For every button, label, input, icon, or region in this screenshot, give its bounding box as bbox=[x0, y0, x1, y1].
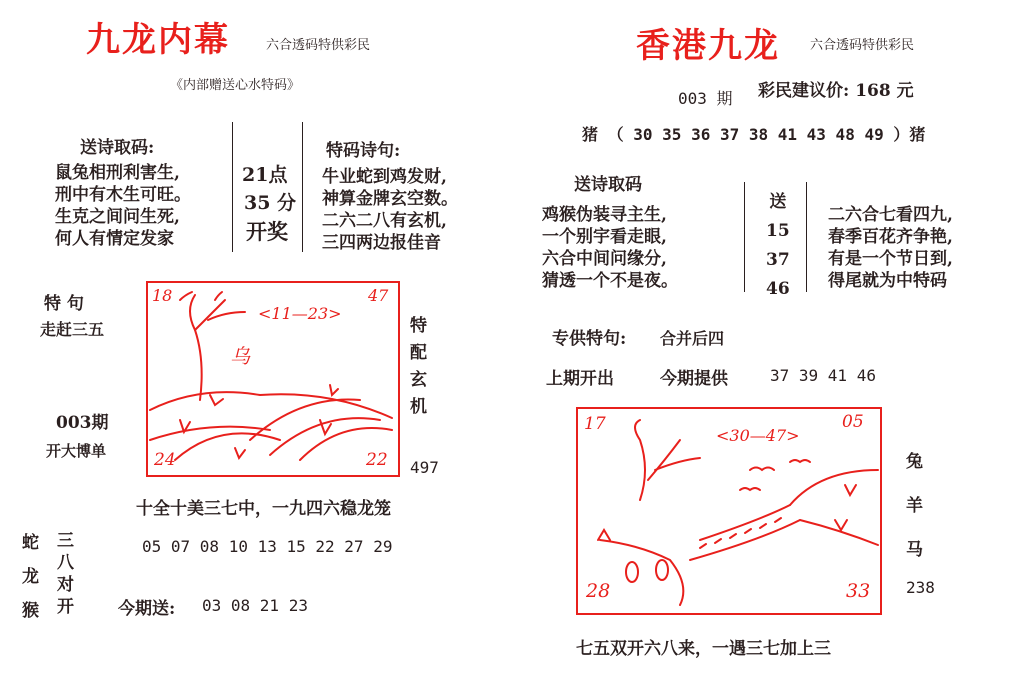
left-banner: 《内部赠送心水特码》 bbox=[170, 78, 301, 93]
right-picture-tl: 17 bbox=[584, 414, 606, 434]
right-price: 彩民建议价: 168 元 bbox=[758, 81, 914, 101]
last-draw-label: 上期开出 bbox=[546, 369, 614, 389]
left-poem-line: 何人有情定发家 bbox=[55, 229, 174, 249]
right-poem2-line: 有是一个节日到, bbox=[828, 249, 953, 269]
left-poem-heading: 送诗取码: bbox=[80, 138, 155, 158]
code-poem-line: 牛业蛇到鸡发财, bbox=[322, 167, 447, 187]
right-picture-bl: 28 bbox=[586, 580, 611, 602]
side-zodiac-char: 马 bbox=[906, 540, 923, 560]
right-poem2-line: 二六合七看四九, bbox=[828, 205, 953, 225]
pair-char: 八 bbox=[57, 553, 74, 573]
left-picture-tr: 47 bbox=[368, 286, 389, 305]
right-picture-tr: 05 bbox=[842, 412, 864, 432]
vertical-hint-char: 机 bbox=[410, 397, 427, 417]
left-title: 九龙内幕 bbox=[86, 20, 230, 60]
code-poem-line: 二六二八有玄机, bbox=[322, 211, 447, 231]
code-poem-line: 神算金牌玄空数。 bbox=[322, 189, 458, 209]
side-zodiac-char: 羊 bbox=[906, 496, 923, 516]
right-poem-heading: 送诗取码 bbox=[574, 175, 642, 195]
right-special-phrase: 合并后四 bbox=[660, 329, 725, 348]
right-poem-line: 一个别宇看走眼, bbox=[542, 227, 667, 247]
right-poem-line: 猜透一个不是夜。 bbox=[542, 271, 678, 291]
vertical-hint-char: 配 bbox=[410, 343, 427, 363]
right-subtitle: 六合透码特供彩民 bbox=[810, 38, 915, 53]
left-picture-tl: 18 bbox=[152, 286, 173, 305]
left-picture-bl: 24 bbox=[154, 450, 176, 470]
zodiac-char: 龙 bbox=[22, 567, 39, 587]
side-zodiac-char: 兔 bbox=[906, 452, 923, 472]
send-item: 46 bbox=[766, 279, 790, 299]
code-poem-heading: 特码诗句: bbox=[326, 141, 401, 161]
left-subtitle: 六合透码特供彩民 bbox=[266, 38, 371, 53]
left-poem-line: 刑中有木生可旺。 bbox=[55, 185, 191, 205]
this-draw-label: 今期提供 bbox=[660, 369, 728, 389]
send-item: 15 bbox=[766, 221, 790, 241]
right-title: 香港九龙 bbox=[636, 26, 780, 66]
left-poem-line: 鼠兔相刑利害生, bbox=[55, 163, 180, 183]
side-number: 238 bbox=[906, 578, 935, 597]
left-issue-note: 开大博单 bbox=[46, 442, 107, 460]
left-picture-range: <11—23> bbox=[258, 304, 342, 323]
left-statement: 十全十美三七中，一九四六稳龙笼 bbox=[136, 499, 391, 519]
left-picture-char: 乌 bbox=[230, 344, 250, 368]
hint-number: 497 bbox=[410, 458, 439, 477]
right-poem2-line: 得尾就为中特码 bbox=[828, 271, 947, 291]
right-picture-range: <30—47> bbox=[716, 426, 800, 445]
left-picture-br: 22 bbox=[366, 450, 388, 470]
special-phrase: 走赶三五 bbox=[40, 320, 105, 339]
zodiac-row: 猪 （ 30 35 36 37 38 41 43 48 49 ）猪 bbox=[582, 125, 926, 144]
draw-time-minute: 35 分 bbox=[244, 192, 297, 214]
right-poem-line: 鸡猴伪装寻主生, bbox=[542, 205, 667, 225]
send-item: 37 bbox=[766, 250, 790, 270]
right-poem2-line: 春季百花齐争艳, bbox=[828, 227, 953, 247]
draw-time-hour: 21点 bbox=[242, 164, 288, 186]
vertical-hint-char: 特 bbox=[410, 316, 427, 336]
code-poem-line: 三四两边报佳音 bbox=[322, 233, 441, 253]
draw-time-label: 开奖 bbox=[246, 219, 288, 244]
side-zodiac bbox=[906, 440, 923, 572]
left-numbers: 05 07 08 10 13 15 22 27 29 bbox=[142, 537, 393, 556]
right-special-label: 专供特句: bbox=[552, 329, 627, 349]
this-draw-numbers: 37 39 41 46 bbox=[770, 366, 876, 385]
zodiac-char: 猴 bbox=[22, 601, 39, 621]
vertical-hint-char: 玄 bbox=[410, 370, 427, 390]
left-poem-line: 生克之间问生死, bbox=[55, 207, 180, 227]
send-item: 送 bbox=[769, 192, 787, 212]
pair-char: 三 bbox=[57, 531, 74, 551]
today-numbers: 03 08 21 23 bbox=[202, 596, 308, 615]
pair-char: 对 bbox=[57, 575, 74, 595]
right-picture-br: 33 bbox=[846, 580, 871, 602]
right-statement: 七五双开六八来，一遇三七加上三 bbox=[576, 639, 831, 659]
left-issue: 003期 bbox=[56, 413, 109, 433]
right-issue: 003 期 bbox=[678, 89, 733, 108]
special-phrase-label: 特 句 bbox=[44, 294, 84, 314]
pair-char: 开 bbox=[57, 597, 74, 617]
zodiac-char: 蛇 bbox=[22, 533, 39, 553]
right-poem-line: 六合中间问缘分, bbox=[542, 249, 667, 269]
today-label: 今期送: bbox=[118, 599, 176, 619]
